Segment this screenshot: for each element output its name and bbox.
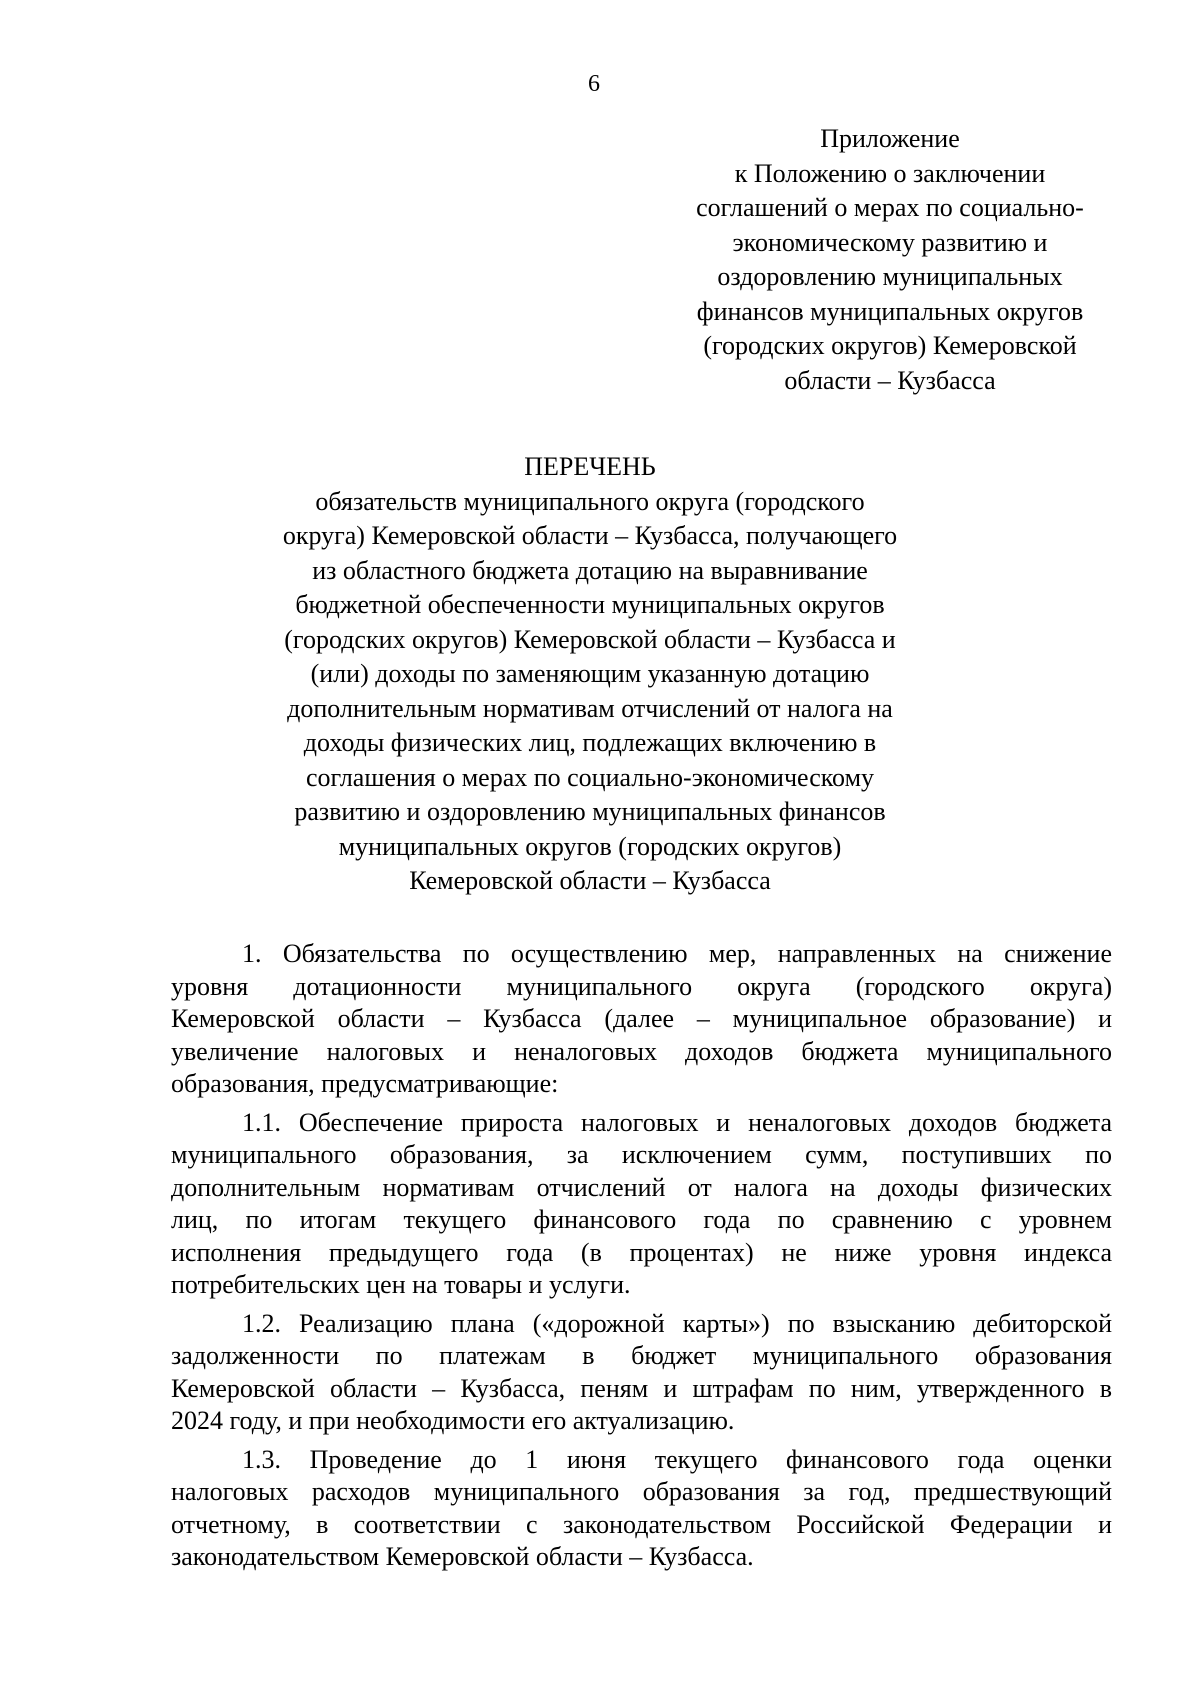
title-line: развитию и оздоровлению муниципальных финансов [294, 797, 886, 826]
paragraph-line: потребительских цен на товары и услуги. [171, 1270, 631, 1299]
title-line: Кемеровской области – Кузбасса [409, 866, 771, 895]
paragraph-line: увеличение налоговых и неналоговых доходов бюджета муниципального [171, 1036, 1112, 1066]
paragraph-1-2 [171, 1308, 1112, 1438]
paragraph-line: налоговых расходов муниципального образования за год, предшествующий [171, 1477, 1112, 1506]
appendix-line: экономическому развитию и [732, 227, 1048, 257]
paragraph-line: 1.1. Обеспечение прироста налоговых и неналоговых доходов бюджета [242, 1107, 1112, 1137]
paragraph-line: отчетному, в соответствии с законодательством Российской Федерации и [171, 1509, 1112, 1539]
appendix-line: соглашений о мерах по социально- [696, 193, 1084, 222]
paragraph-1 [171, 938, 1112, 1101]
title-line: округа) Кемеровской области – Кузбасса, получающего [282, 521, 898, 550]
title-line: доходы физических лиц, подлежащих включению в [303, 728, 877, 757]
appendix-line: области – Кузбасса [784, 365, 996, 395]
title-line: (городских округов) Кемеровской области – Кузбасса и [284, 624, 896, 654]
appendix-line: к Положению о заключении [734, 158, 1046, 188]
appendix-line: оздоровлению муниципальных [717, 262, 1063, 291]
document-title [240, 450, 940, 899]
title-line: (или) доходы по заменяющим указанную дотацию [310, 659, 870, 688]
title-heading: ПЕРЕЧЕНЬ [524, 452, 656, 481]
paragraph-line: 1. Обязательства по осуществлению мер, направленных на снижение [242, 939, 1112, 968]
page-number: 6 [588, 71, 600, 97]
title-line: муниципальных округов (городских округов) [338, 831, 842, 861]
appendix-line: (городских округов) Кемеровской [703, 331, 1077, 360]
paragraph-line: образования, предусматривающие: [171, 1069, 559, 1098]
paragraph-line: 1.2. Реализацию плана («дорожной карты») по взысканию дебиторской [242, 1308, 1112, 1338]
appendix-line: Приложение [820, 124, 960, 153]
paragraph-line: лиц, по итогам текущего финансового года по сравнению с уровнем [171, 1205, 1112, 1234]
paragraph-1-3 [171, 1444, 1112, 1574]
body-text [171, 938, 1112, 1574]
paragraph-line: законодательством Кемеровской области – Кузбасса. [171, 1542, 754, 1571]
paragraph-line: муниципального образования, за исключением сумм, поступивших по [171, 1140, 1112, 1169]
title-line: бюджетной обеспеченности муниципальных округов [295, 590, 885, 619]
paragraph-line: 2024 году, и при необходимости его актуализацию. [171, 1406, 735, 1435]
paragraph-line: Кемеровской области – Кузбасса (далее – муниципальное образование) и [171, 1004, 1112, 1033]
paragraph-line: 1.3. Проведение до 1 июня текущего финансового года оценки [242, 1444, 1112, 1474]
title-line: из областного бюджета дотацию на выравнивание [312, 555, 868, 585]
title-line: соглашения о мерах по социально-экономическому [305, 762, 875, 792]
paragraph-1-1 [171, 1107, 1112, 1302]
title-line: обязательств муниципального округа (городского [315, 486, 865, 516]
paragraph-line: уровня дотационности муниципального округа (городского округа) [171, 971, 1112, 1001]
appendix-note [655, 122, 1125, 398]
appendix-line: финансов муниципальных округов [696, 296, 1084, 326]
paragraph-line: задолженности по платежам в бюджет муниципального образования [171, 1341, 1112, 1370]
paragraph-line: исполнения предыдущего года (в процентах) не ниже уровня индекса [171, 1237, 1112, 1267]
paragraph-line: Кемеровской области – Кузбасса, пеням и штрафам по ним, утвержденного в [171, 1373, 1112, 1403]
title-line: дополнительным нормативам отчислений от налога на [287, 693, 893, 723]
paragraph-line: дополнительным нормативам отчислений от налога на доходы физических [171, 1172, 1112, 1202]
